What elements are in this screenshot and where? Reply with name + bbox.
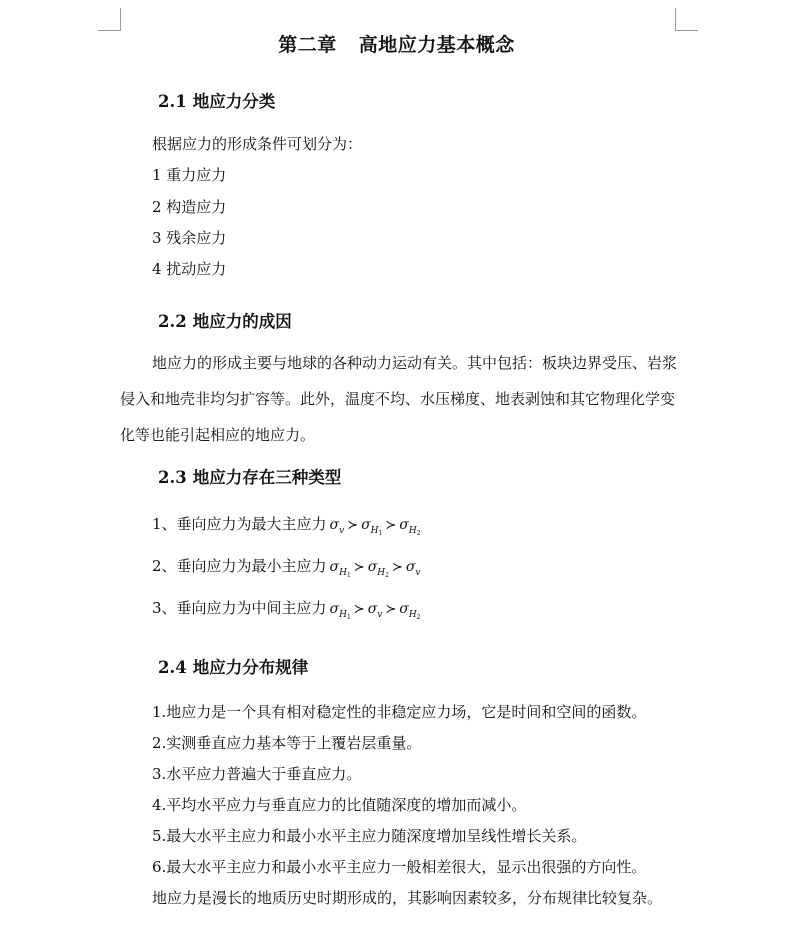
rule-item: 4.平均水平应力与垂直应力的比值随深度的增加而减小。 <box>152 796 527 814</box>
section-heading-2-4: 2.4 地应力分布规律 <box>158 658 309 677</box>
rule-item: 3.水平应力普遍大于垂直应力。 <box>152 765 362 783</box>
section-heading-2-2: 2.2 地应力的成因 <box>158 312 292 331</box>
stress-type-row: 1、垂向应力为最大主应力 $\sigma_v$ ≻ $\sigma_{H_1}≻$ $\sigma_{H_2}$ <box>152 515 421 537</box>
chapter-title: 高地应力基本概念 <box>358 34 515 56</box>
paragraph: 地应力的形成主要与地球的各种动力运动有关。其中包括：板块边界受压、岩浆侵入和地壳非均匀扩容等。此外，温度不均、水压梯度、地表剥蚀和其它物理化学变化等也能引起相应的地应力。 <box>120 354 678 444</box>
rule-item: 1.地应力是一个具有相对稳定性的非稳定应力场，它是时间和空间的函数。 <box>152 703 647 721</box>
stress-formula: $\sigma_{H_1}≻$ $\sigma_{H_2}≻$ $\sigma_v$ <box>329 559 421 579</box>
stress-formula: $\sigma_{H_1}≻$ $\sigma_v$ ≻ $\sigma_{H_2}$ <box>329 601 421 621</box>
rule-item: 2.实测垂直应力基本等于上覆岩层重量。 <box>152 734 422 752</box>
chapter-label: 第二章 <box>278 34 337 56</box>
section-heading-2-3: 2.3 地应力存在三种类型 <box>158 468 342 487</box>
closing-sentence: 地应力是漫长的地质历史时期形成的，其影响因素较多，分布规律比较复杂。 <box>152 889 663 907</box>
stress-formula: $\sigma_v$ ≻ $\sigma_{H_1}≻$ $\sigma_{H_2}$ <box>329 517 421 537</box>
list-item: 4 扰动应力 <box>152 260 227 278</box>
page-corner-mark-top-right <box>675 8 698 31</box>
section-intro: 根据应力的形成条件可划分为： <box>152 135 363 153</box>
page-title <box>0 30 793 57</box>
list-item: 2 构造应力 <box>152 198 227 216</box>
stress-type-row: 2、垂向应力为最小主应力 $\sigma_{H_1}≻$ $\sigma_{H_2}≻$ $\sigma_v$ <box>152 557 421 579</box>
rule-item: 5.最大水平主应力和最小水平主应力随深度增加呈线性增长关系。 <box>152 827 587 845</box>
list-item: 1 重力应力 <box>152 166 227 184</box>
list-item: 3 残余应力 <box>152 229 227 247</box>
rule-item: 6.最大水平主应力和最小水平主应力一般相差很大，显示出很强的方向性。 <box>152 858 647 876</box>
stress-type-row: 3、垂向应力为中间主应力 $\sigma_{H_1}≻$ $\sigma_v$ ≻ $\sigma_{H_2}$ <box>152 599 421 621</box>
page-corner-mark-top-left <box>98 8 121 31</box>
section-heading-2-1: 2.1 地应力分类 <box>158 92 276 111</box>
